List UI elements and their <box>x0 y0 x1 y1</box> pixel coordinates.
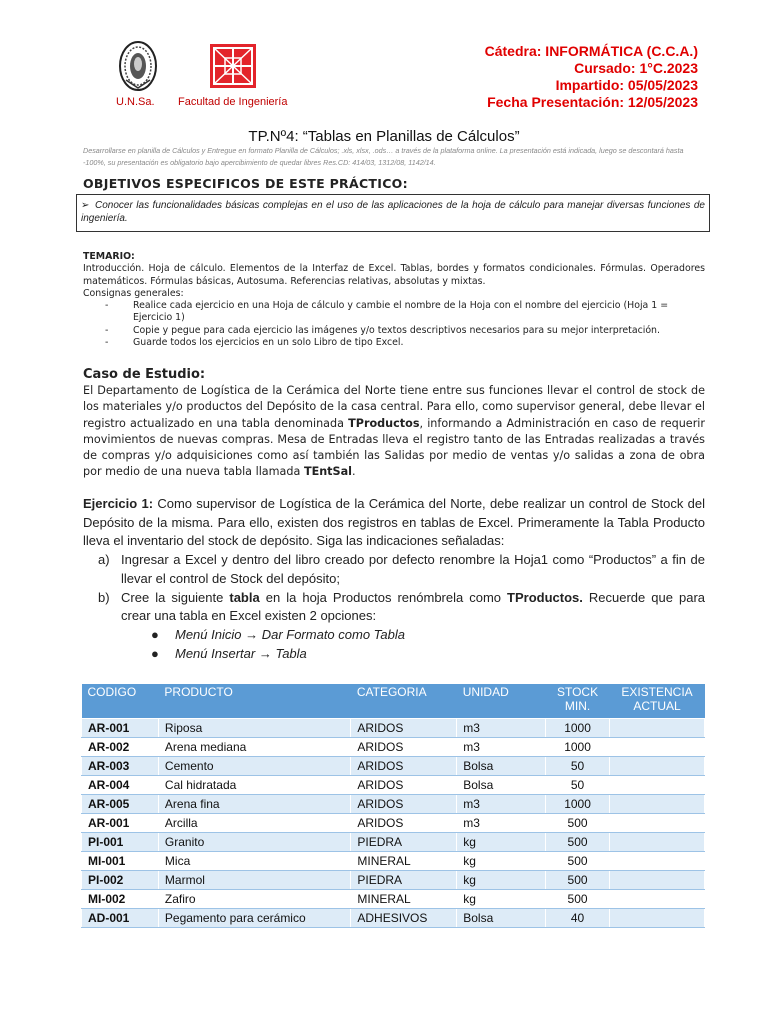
table-cell <box>610 890 705 909</box>
table-cell: 500 <box>546 814 610 833</box>
table-cell: 500 <box>546 833 610 852</box>
option-bullet <box>83 645 705 664</box>
table-cell: kg <box>457 890 546 909</box>
consigna-text: Copie y pegue para cada ejercicio las imágenes y/o textos descriptivos necesarios para su mejor interpretación. <box>133 324 660 336</box>
table-cell <box>610 814 705 833</box>
table-cell: MI-001 <box>82 852 159 871</box>
table-cell <box>610 738 705 757</box>
table-row <box>82 833 705 852</box>
table-cell: ARIDOS <box>351 738 457 757</box>
step-b-text: Cree la siguiente <box>121 589 230 605</box>
table-cell <box>610 871 705 890</box>
consigna-item: - Guarde todos los ejercicios en un solo Libro de tipo Excel. <box>105 337 404 349</box>
objetivos-text: Conocer las funcionalidades básicas complejas en el uso de las aplicaciones de la hoja de cálculo para manejar diversas funciones de ingeniería. <box>81 200 705 224</box>
impartido: Impartido: 05/05/2023 <box>555 77 698 93</box>
caso-text-part: El Departamento de Logística de la Cerámica del Norte tiene entre sus funciones llevar el control de stock de los materiales y/o productos del Depósito de la casa central. Para ello, como supervisor general, debe llevar el registro actualizado en una tabla denominada <box>83 384 705 430</box>
table-cell: AR-001 <box>82 814 159 833</box>
step-b-text: en la hoja Productos renómbrela como <box>259 589 508 605</box>
table-cell: 500 <box>546 852 610 871</box>
option-text: Dar Formato como Tabla <box>258 626 406 642</box>
option-text: Menú Insertar <box>175 645 259 661</box>
step-b-bold: tabla <box>229 589 260 605</box>
table-row <box>82 852 705 871</box>
objetivos-text-wrap <box>81 199 705 225</box>
table-cell <box>610 852 705 871</box>
unsa-seal-logo <box>118 40 158 92</box>
table-cell <box>610 909 705 928</box>
step-a-label: a) <box>98 552 110 568</box>
table-cell: Bolsa <box>457 776 546 795</box>
table-row <box>82 795 705 814</box>
table-cell: MINERAL <box>351 890 457 909</box>
table-cell: ARIDOS <box>351 795 457 814</box>
unsa-label: U.N.Sa. <box>116 96 155 108</box>
table-cell: Mica <box>158 852 350 871</box>
caso-text-part: , informando a Administración en caso de requerir movimientos de nuevas compras. Mesa de Entradas lleva el registro tanto de las Entradas realizadas a través de compras y/o adquisiciones como así también las Salidas por medio de ventas y/o salidas a zona de obra por medio de una nueva tabla llamada <box>83 416 705 479</box>
table-cell: AR-002 <box>82 738 159 757</box>
consigna-item: - Copie y pegue para cada ejercicio las imágenes y/o textos descriptivos necesarios para su mejor interpretación. <box>105 324 660 336</box>
table-cell: 500 <box>546 890 610 909</box>
table-cell: ARIDOS <box>351 757 457 776</box>
table-row <box>82 909 705 928</box>
option-bullet <box>83 626 705 645</box>
table-row <box>82 738 705 757</box>
course-info <box>485 43 698 111</box>
column-header: CODIGO <box>82 684 159 719</box>
table-cell: Bolsa <box>457 757 546 776</box>
table-cell <box>610 795 705 814</box>
table-cell: 50 <box>546 776 610 795</box>
table-cell: Marmol <box>158 871 350 890</box>
table-cell: PI-001 <box>82 833 159 852</box>
table-row <box>82 776 705 795</box>
table-cell: Granito <box>158 833 350 852</box>
table-cell: Arcilla <box>158 814 350 833</box>
table-cell: kg <box>457 852 546 871</box>
table-cell: Cemento <box>158 757 350 776</box>
table-cell: ARIDOS <box>351 719 457 738</box>
temario-section <box>83 251 705 349</box>
faculty-engineering-logo <box>210 44 256 88</box>
objetivos-box <box>76 194 710 232</box>
bullet-icon: ● <box>151 645 159 661</box>
table-cell: Bolsa <box>457 909 546 928</box>
option-text: Menú Inicio <box>175 626 246 642</box>
caso-title: Caso de Estudio: <box>83 367 206 382</box>
consignas-label: Consignas generales: <box>83 287 184 299</box>
option-text: Tabla <box>271 645 307 661</box>
table-cell: AR-005 <box>82 795 159 814</box>
bullet-icon: ● <box>151 626 159 642</box>
table-cell: AR-001 <box>82 719 159 738</box>
table-cell: Arena fina <box>158 795 350 814</box>
table-cell: AR-003 <box>82 757 159 776</box>
ejercicio-intro <box>83 495 705 551</box>
table-cell: Riposa <box>158 719 350 738</box>
arrow-right-icon: → <box>258 645 272 661</box>
table-cell: Zafiro <box>158 890 350 909</box>
table-cell: MI-002 <box>82 890 159 909</box>
consigna-text: Realice cada ejercicio en una Hoja de cálculo y cambie el nombre de la Hoja con el nombre del ejercicio (Hoja 1 = Ejercicio 1) <box>133 300 669 324</box>
ejercicio-1 <box>83 495 705 663</box>
table-cell: 1000 <box>546 738 610 757</box>
table-cell: 500 <box>546 871 610 890</box>
arrow-bullet-icon: ➢ <box>81 200 90 211</box>
cursado: Cursado: 1°C.2023 <box>574 60 698 76</box>
column-header: CATEGORIA <box>351 684 457 719</box>
catedra: Cátedra: INFORMÁTICA (C.C.A.) <box>484 43 698 59</box>
table-cell: PIEDRA <box>351 871 457 890</box>
step-b <box>83 589 705 626</box>
fecha-presentacion: Fecha Presentación: 12/05/2023 <box>487 94 698 110</box>
consigna-text: Guarde todos los ejercicios en un solo Libro de tipo Excel. <box>133 337 404 349</box>
table-cell <box>610 833 705 852</box>
table-cell: AR-004 <box>82 776 159 795</box>
table-cell <box>610 719 705 738</box>
table-cell: kg <box>457 871 546 890</box>
faculty-label: Facultad de Ingeniería <box>178 96 288 108</box>
column-header: PRODUCTO <box>158 684 350 719</box>
tentsal-term: TEntSal <box>303 465 352 479</box>
table-cell <box>610 776 705 795</box>
table-row <box>82 871 705 890</box>
table-cell: 40 <box>546 909 610 928</box>
ejercicio-intro-text: Como supervisor de Logística de la Cerámica del Norte, debe realizar un control de Stock del Depósito de la misma. Para ello, existen dos registros en tablas de Excel. Primeramente la Tabla Producto lleva el inventario del stock de depósito. Siga las indicaciones señaladas: <box>83 496 705 549</box>
table-row <box>82 757 705 776</box>
table-row <box>82 719 705 738</box>
table-cell: kg <box>457 833 546 852</box>
consigna-item: - Realice cada ejercicio en una Hoja de cálculo y cambie el nombre de la Hoja con el nombre del ejercicio (Hoja 1 = Ejercicio 1) <box>105 300 669 324</box>
temario-text: Introducción. Hoja de cálculo. Elementos de la Interfaz de Excel. Tablas, bordes y formatos condicionales. Fórmulas. Operadores matemáticos. Fórmulas básicas, Autosuma. Referencias relativas, absolutas y mixtas. <box>83 263 705 287</box>
caso-text <box>83 383 705 481</box>
tproductos-term: TProductos <box>348 416 420 430</box>
table-header-row <box>82 684 705 719</box>
table-cell: m3 <box>457 814 546 833</box>
column-header: UNIDAD <box>457 684 546 719</box>
ejercicio-label: Ejercicio 1: <box>83 496 154 511</box>
table-cell: m3 <box>457 795 546 814</box>
tp-subtitle: Desarrollarse en planilla de Cálculos y Entregue en formato Planilla de Cálculos; .xls, xlsx, .ods… a través de la plataforma online. La presentación está indicada, luego se descontará hasta -100%, su presentación es obligatorio bajo apercibimiento de quedar libres Res.CD: 414/03, 1312/08, 1142/14. <box>83 146 684 167</box>
table-cell: MINERAL <box>351 852 457 871</box>
table-cell: Cal hidratada <box>158 776 350 795</box>
productos-table <box>81 684 705 928</box>
table-row <box>82 890 705 909</box>
table-cell <box>610 757 705 776</box>
arrow-right-icon: → <box>245 626 259 642</box>
table-cell: ADHESIVOS <box>351 909 457 928</box>
table-cell: 1000 <box>546 719 610 738</box>
step-b-label: b) <box>98 589 110 605</box>
table-cell: m3 <box>457 719 546 738</box>
table-cell: ARIDOS <box>351 776 457 795</box>
column-header: EXISTENCIA ACTUAL <box>610 684 705 719</box>
table-cell: AD-001 <box>82 909 159 928</box>
caso-text-part: . <box>351 465 356 479</box>
step-b-text: Recuerde que para crear una tabla en Excel existen 2 opciones: <box>121 589 706 624</box>
temario-title: TEMARIO: <box>83 251 135 262</box>
column-header: STOCK MIN. <box>546 684 610 719</box>
step-a-text: Ingresar a Excel y dentro del libro creado por defecto renombre la Hoja1 como “Productos” a fin de llevar el control de Stock del depósito; <box>121 552 705 586</box>
table-cell: m3 <box>457 738 546 757</box>
tp-title: TP.Nº4: “Tablas en Planillas de Cálculos” <box>248 128 520 145</box>
table-cell: 50 <box>546 757 610 776</box>
step-a <box>83 551 705 588</box>
table-cell: Pegamento para cerámico <box>158 909 350 928</box>
objetivos-title: OBJETIVOS ESPECIFICOS DE ESTE PRÁCTICO: <box>83 176 408 191</box>
table-cell: ARIDOS <box>351 814 457 833</box>
table-row <box>82 814 705 833</box>
table-cell: PI-002 <box>82 871 159 890</box>
table-cell: PIEDRA <box>351 833 457 852</box>
table-cell: 1000 <box>546 795 610 814</box>
step-b-bold: TProductos. <box>507 589 583 605</box>
table-cell: Arena mediana <box>158 738 350 757</box>
